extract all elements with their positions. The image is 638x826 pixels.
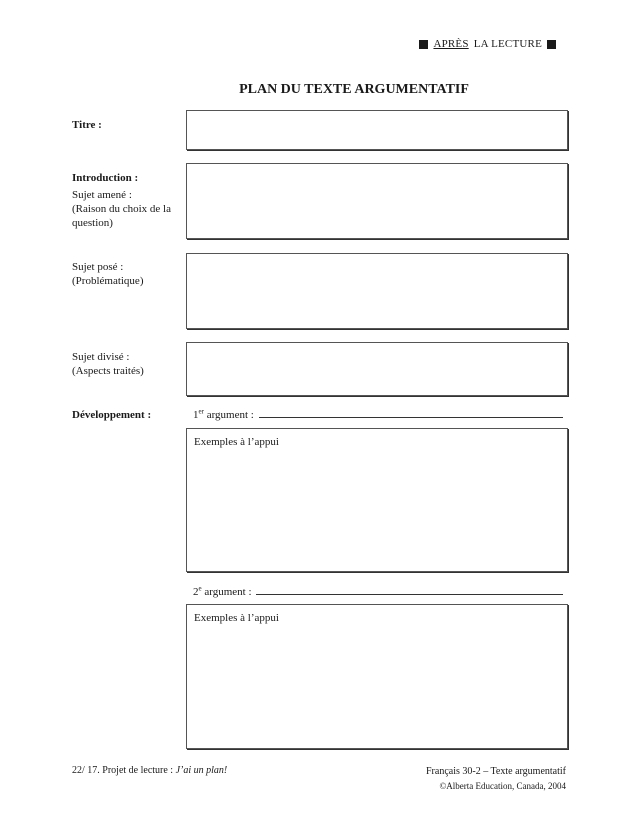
arg-label: argument : (204, 586, 252, 598)
argument-2-input[interactable] (256, 584, 563, 595)
footer-course: Français 30-2 – Texte argumentatif (426, 766, 566, 777)
examples-label: Exemples à l’appui (194, 612, 279, 624)
argument-2-line (193, 584, 563, 598)
footer-copyright: ©Alberta Education, Canada, 2004 (439, 781, 566, 791)
titre-field[interactable] (186, 110, 568, 150)
label-line: Sujet amené : (72, 189, 132, 201)
footer-page-ref: 22/ 17. Projet de lecture : (72, 765, 176, 776)
header-apres: APRÈS (433, 38, 469, 50)
label-line: Sujet divisé : (72, 351, 130, 363)
label-line: (Problématique) (72, 275, 144, 287)
label-line: Sujet posé : (72, 261, 124, 273)
label-sujet-amene (72, 188, 190, 230)
label-sujet-divise (72, 350, 190, 378)
arg-superscript: er (198, 407, 204, 416)
argument-1-line (193, 407, 563, 421)
label-line: (Aspects traités) (72, 365, 144, 377)
label-sujet-pose (72, 260, 190, 288)
footer-left (72, 765, 227, 776)
arg-label: argument : (206, 409, 254, 421)
examples-label: Exemples à l’appui (194, 436, 279, 448)
square-bullet-icon (419, 40, 428, 49)
arg-number: 1 (193, 409, 199, 421)
argument-1-input[interactable] (259, 407, 563, 418)
sujet-divise-field[interactable] (186, 342, 568, 396)
arg-superscript: e (198, 584, 202, 593)
footer-title: J’ai un plan! (175, 765, 228, 776)
square-bullet-icon (547, 40, 556, 49)
arg-number: 2 (193, 586, 199, 598)
examples-box-1[interactable] (186, 428, 568, 572)
page-title: PLAN DU TEXTE ARGUMENTATIF (239, 82, 469, 97)
label-introduction: Introduction : (72, 172, 139, 184)
sujet-pose-field[interactable] (186, 253, 568, 329)
section-header (419, 38, 556, 50)
examples-box-2[interactable] (186, 604, 568, 749)
footer-right (426, 765, 566, 793)
label-line: question) (72, 217, 113, 229)
label-line: (Raison du choix de la (72, 203, 171, 215)
sujet-amene-field[interactable] (186, 163, 568, 239)
label-titre: Titre : (72, 119, 102, 131)
header-la-lecture: LA LECTURE (473, 38, 542, 50)
label-developpement: Développement : (72, 409, 152, 421)
